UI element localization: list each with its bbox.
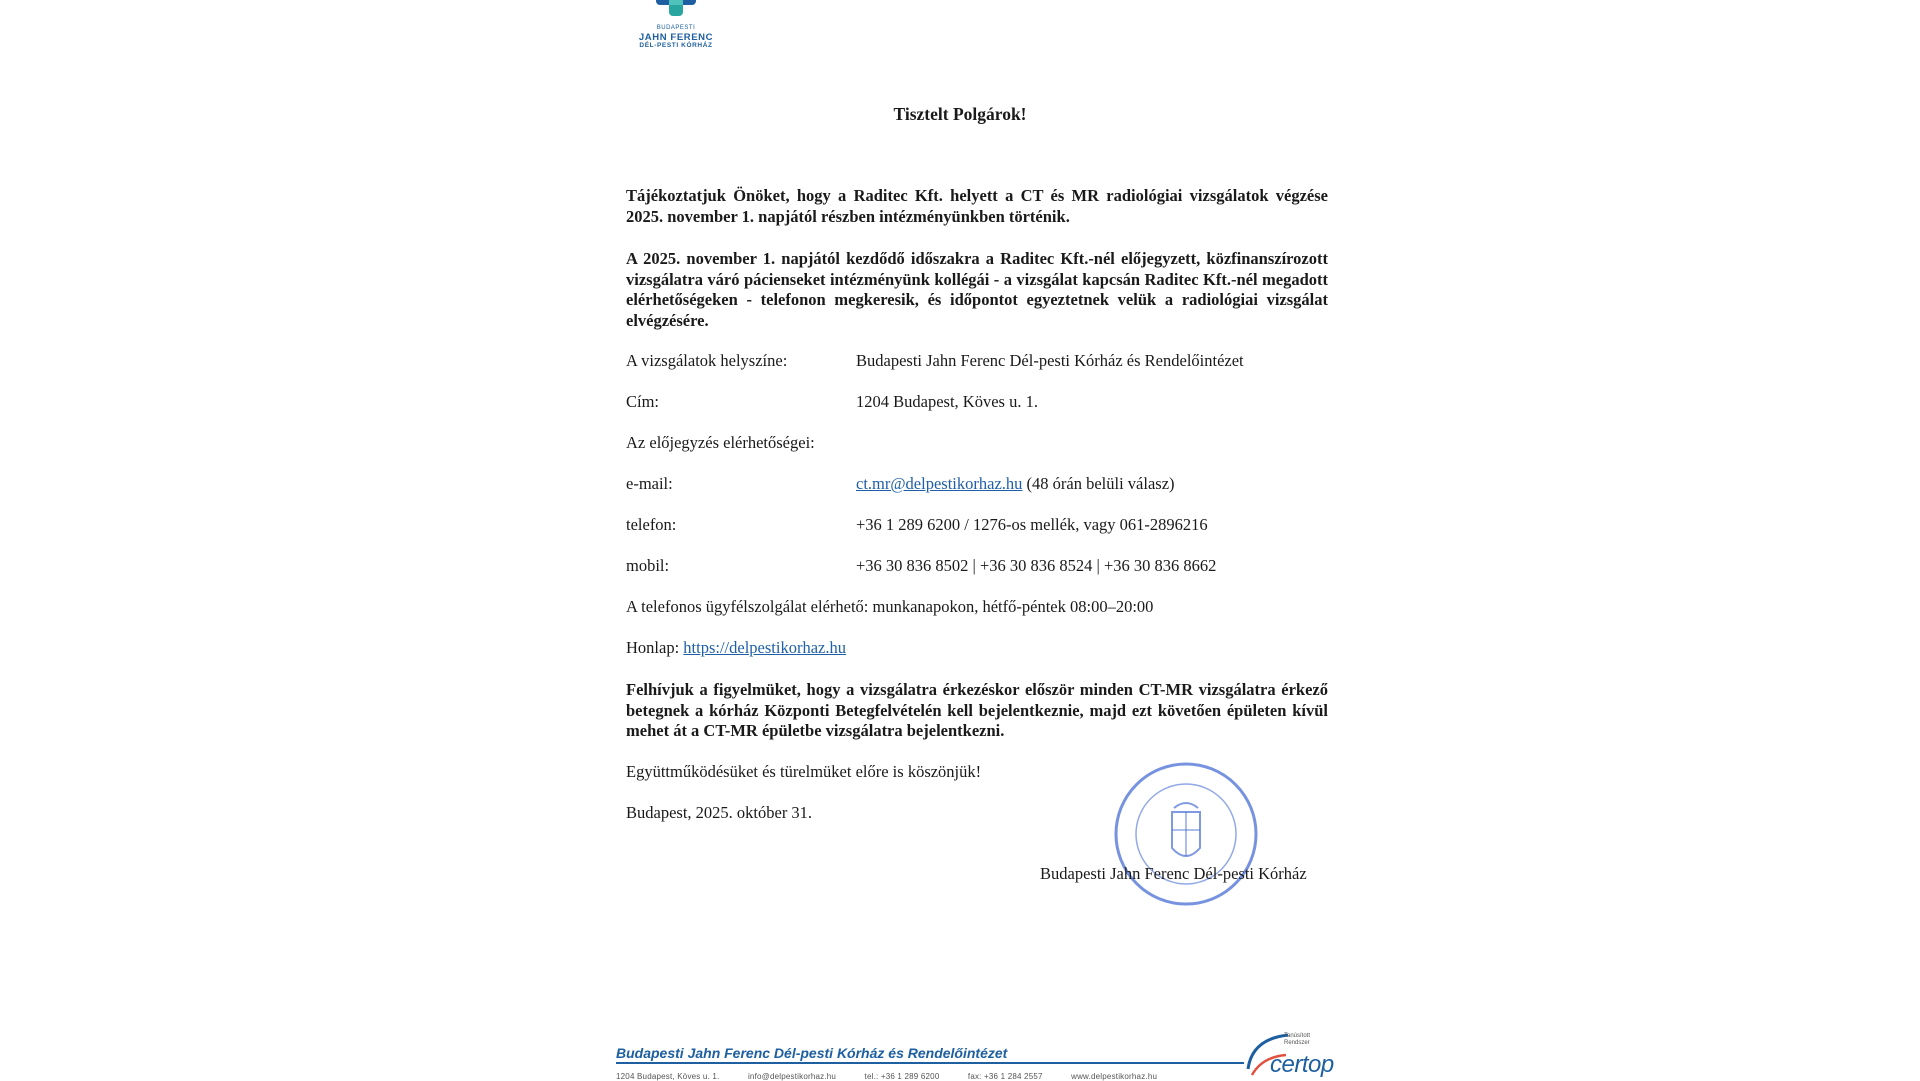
footer-website: www.delpestikorhaz.hu bbox=[1071, 1072, 1158, 1081]
official-stamp-icon bbox=[1112, 760, 1260, 908]
footer-divider bbox=[616, 1062, 1244, 1064]
closing-text: Együttműködésüket és türelmüket előre is köszönjük! bbox=[626, 762, 982, 781]
booking-label: Az előjegyzés elérhetőségei: bbox=[626, 433, 815, 452]
contact-procedure-paragraph: A 2025. november 1. napjától kezdődő időszakra a Raditec Kft.-nél előjegyzett, közfinanszírozott vizsgálatra váró pácienseket intézményünk kollégái - a vizsgálat kapcsán Raditec Kft.-nél megadott elérhetőségeken - telefonon megkeresik, és időpontot egyeztetnek velük a radiológiai vizsgálat elvégzésére. bbox=[626, 249, 1328, 330]
certop-tagline bbox=[1284, 1033, 1310, 1047]
certop-tagline-2: Rendszer bbox=[1284, 1040, 1310, 1046]
location-label: A vizsgálatok helyszíne: bbox=[626, 351, 788, 370]
hospital-logo bbox=[636, 0, 716, 52]
footer-institution: Budapesti Jahn Ferenc Dél-pesti Kórház és Rendelőintézet bbox=[616, 1045, 1008, 1061]
homepage-link[interactable]: https://delpestikorhaz.hu bbox=[683, 638, 846, 657]
signature-line: Budapesti Jahn Ferenc Dél-pesti Kórház bbox=[1040, 864, 1307, 883]
date-line: Budapest, 2025. október 31. bbox=[626, 803, 813, 822]
mobile-value: +36 30 836 8502 | +36 30 836 8524 | +36 30 836 8662 bbox=[856, 556, 1217, 575]
mobile-label: mobil: bbox=[626, 556, 670, 575]
logo-name-text: JAHN FERENC bbox=[638, 32, 714, 43]
check-in-notice-paragraph: Felhívjuk a figyelmüket, hogy a vizsgálatra érkezéskor először minden CT-MR vizsgálatra érkező betegnek a kórház Központi Betegfelvételén kell bejelentkeznie, majd ezt követően épületen kívül mehet át a CT-MR épületbe vizsgálatra bejelentkezni. bbox=[626, 680, 1328, 740]
email-link[interactable]: ct.mr@delpestikorhaz.hu bbox=[856, 474, 1023, 493]
salutation-heading: Tisztelt Polgárok! bbox=[893, 104, 1027, 124]
footer-address: 1204 Budapest, Köves u. 1. bbox=[616, 1072, 720, 1081]
homepage-row bbox=[626, 638, 846, 658]
intro-paragraph: Tájékoztatjuk Önöket, hogy a Raditec Kft. helyett a CT és MR radiológiai vizsgálatok végzése 2025. november 1. napjától részben intézményünkben történik. bbox=[626, 186, 1328, 226]
email-value-group bbox=[856, 474, 1175, 494]
location-value: Budapesti Jahn Ferenc Dél-pesti Kórház és Rendelőintézet bbox=[856, 351, 1244, 370]
certop-logo bbox=[1240, 1025, 1360, 1080]
footer-fax: fax: +36 1 284 2557 bbox=[967, 1072, 1043, 1081]
address-label: Cím: bbox=[626, 392, 660, 411]
phone-value: +36 1 289 6200 / 1276-os mellék, vagy 061-2896216 bbox=[856, 515, 1208, 534]
email-note: (48 órán belüli válasz) bbox=[1026, 474, 1175, 493]
certop-tagline-1: Tanúsított bbox=[1284, 1033, 1311, 1039]
logo-sub-text: DÉL-PESTI KÓRHÁZ bbox=[639, 42, 713, 49]
email-label: e-mail: bbox=[626, 474, 673, 493]
hospital-cross-icon bbox=[654, 0, 698, 22]
homepage-label: Honlap: bbox=[626, 638, 680, 657]
certop-name: certop bbox=[1270, 1051, 1334, 1078]
service-hours-text: A telefonos ügyfélszolgálat elérhető: munkanapokon, hétfő-péntek 08:00–20:00 bbox=[626, 597, 1154, 616]
footer-email: info@delpestikorhaz.hu bbox=[747, 1072, 837, 1081]
phone-label: telefon: bbox=[626, 515, 677, 534]
address-value: 1204 Budapest, Köves u. 1. bbox=[856, 392, 1038, 411]
footer-phone: tel.: +36 1 289 6200 bbox=[864, 1072, 940, 1081]
logo-city-text: BUDAPESTI bbox=[656, 25, 696, 31]
